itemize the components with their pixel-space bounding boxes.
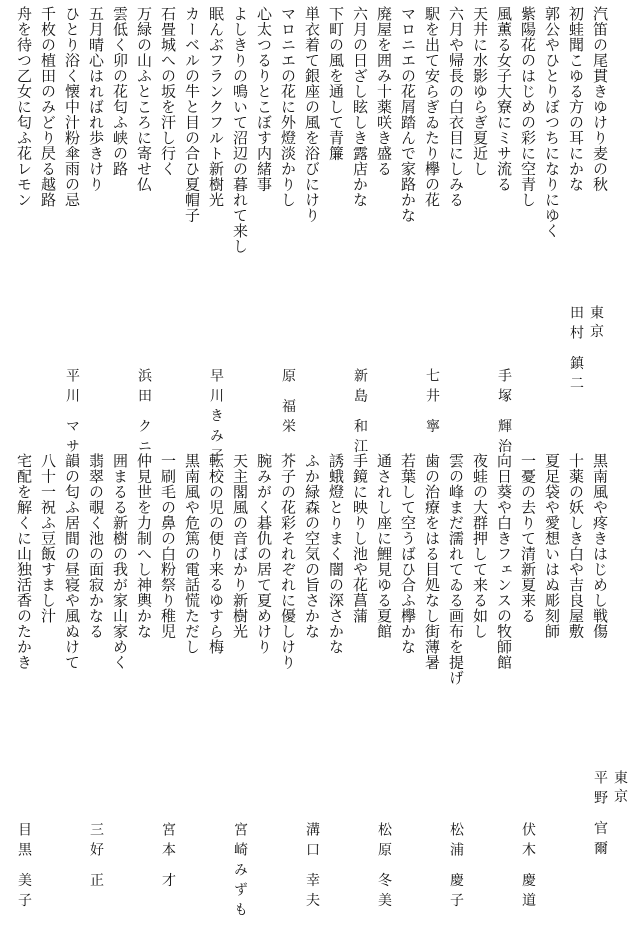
author-l2 [518, 822, 538, 912]
poem-l9-2: 囲まるる新樹の我が家山家めく [111, 453, 129, 670]
author-l4-name: 松原 冬美 [376, 822, 392, 913]
poem-l10-3: 宅配を解くに山独活香のたかき [15, 453, 33, 670]
author-l6 [230, 822, 250, 922]
author-u1-name: 田村 鎮二 [568, 305, 584, 396]
author-l3-name: 松浦 慶子 [448, 822, 464, 913]
poem-u2-1: 六月や帰長の白衣目にしみる [447, 6, 465, 208]
author-u3-name: 七井 寧 [424, 368, 440, 439]
poem-u8-3: 万緑の山ふところに寄せ仏 [135, 6, 153, 192]
author-l2-name: 伏木 慶道 [520, 822, 536, 913]
poem-l8-2: 黒南風や危篤の電話慌ただし [183, 453, 201, 655]
author-u9-name: 平川 マサ [64, 368, 80, 459]
poem-u1-6: 天井に水影ゆらぎ夏近し [471, 6, 489, 177]
poem-l6-1: ふか緑森の空気の旨さかな [303, 453, 321, 639]
author-u1 [566, 305, 606, 395]
poem-l4-2: 通されし座に鯉見ゆる夏館 [375, 453, 393, 639]
poem-u1-2: 初蛙聞こゆる方の耳にかな [567, 6, 585, 192]
poem-u7-3: 眠んぶフランクフルト新樹光 [207, 6, 225, 208]
poem-l9-3: 翡翠の覗く池の面寂かなる [87, 453, 105, 639]
author-l10-name: 目黒 美子 [16, 822, 32, 913]
author-u9 [62, 368, 82, 458]
author-u1-location: 東 京 [588, 305, 604, 338]
author-l3 [446, 822, 466, 912]
author-u7-name: 早川きみ子 [208, 368, 224, 468]
poem-l10-2: 八十一祝ふ豆飯すまし汁 [39, 453, 57, 624]
poem-l3-1: 雲の峰まだ濡れてゐる画布を提げ [447, 453, 465, 686]
poem-u6-2: 下町の風を通して青簾 [327, 6, 345, 161]
author-u2-name: 手塚 輝治 [496, 368, 512, 459]
author-l4 [374, 822, 394, 912]
poem-l2-2: 夜蛙の大群押して来る如し [471, 453, 489, 639]
poem-l1-1: 黒南風や疼きはじめし戦傷 [591, 453, 609, 639]
poem-u7-1: 心太つるりとこぼす内緒事 [255, 6, 273, 192]
poem-l5-1: 手鏡に映りし池や花菖蒲 [351, 453, 369, 624]
poem-u1-5: 風薫る女子大寮にミサ流る [495, 6, 513, 192]
author-l1-name: 平野 官爾 [592, 770, 608, 861]
author-u4 [350, 368, 370, 458]
author-l8 [158, 822, 178, 892]
poem-u9-5: 舟を待つ乙女に匂ふ花レモン [15, 6, 33, 208]
poem-l9-1: 仲見世を力制へし神輿かな [135, 453, 153, 639]
poem-u8-1: カーベルの牛と目の合ひ夏帽子 [183, 6, 201, 223]
author-l5-name: 溝口 幸夫 [304, 822, 320, 913]
poem-u5-1: 廃屋を囲み十薬咲き盛る [375, 6, 393, 177]
poem-l8-3: 一刷毛の鼻の白粉祭り稚児 [159, 453, 177, 639]
poem-u6-3: 単衣着て銀座の風を浴びにけり [303, 6, 321, 223]
poem-u9-1: 雲低く卯の花匂ふ峡の路 [111, 6, 129, 177]
poem-l7-2: 天主閣風の音ばかり新樹光 [231, 453, 249, 639]
poem-u9-3: ひとり浴く懐中汁粉傘雨の忌 [63, 6, 81, 208]
author-u8 [134, 368, 154, 458]
poem-l5-2: 誘蛾燈とりまく闇の深さかな [327, 453, 345, 655]
poem-u6-1: 六月の日ざし眩しき露店かな [351, 6, 369, 208]
poem-u6-4: マロニエの花に外燈淡かりし [279, 6, 297, 208]
poem-l8-1: 転校の児の便り来るゆすら梅 [207, 453, 225, 655]
poem-l10-1: 韻の匂ふ居間の昼寝や風ぬけて [63, 453, 81, 670]
poem-l1-3: 夏足袋や愛想いはぬ彫刻師 [543, 453, 561, 639]
author-u2 [494, 368, 514, 458]
poem-l7-1: 腕みがく碁仇の居て夏めけり [255, 453, 273, 655]
author-l1-location: 東 京 [612, 770, 628, 803]
poem-l3-2: 歯の治療をはる目処なし街薄暑 [423, 453, 441, 670]
author-l9 [86, 822, 106, 892]
poem-u8-2: 石畳城への坂を汗し行く [159, 6, 177, 177]
author-l5 [302, 822, 322, 912]
poem-l1-4: 一憂の去りて清新夏来る [519, 453, 537, 624]
poem-l1-2: 十薬の妖しき白や吉良屋敷 [567, 453, 585, 639]
poem-u1-3: 郭公やひとりぼつちになりにゆく [543, 6, 561, 239]
poem-u9-4: 千枚の植田のみどり昃る越路 [39, 6, 57, 208]
poem-u3-1: 駅を出て安らぎゐたり欅の花 [423, 6, 441, 208]
poem-l6-2: 芥子の花彩それぞれに優しけり [279, 453, 297, 670]
poem-u7-2: よしきりの鳴いて沼辺の暮れて来し [231, 6, 249, 254]
poem-l2-1: 向日葵や白きフェンスの牧師館 [495, 453, 513, 670]
author-u6 [278, 368, 298, 438]
author-u3 [422, 368, 442, 438]
author-u4-name: 新島 和江 [352, 368, 368, 459]
author-l8-name: 宮本 才 [160, 822, 176, 893]
poem-u4-1: マロニエの花屑踏んで家路かな [399, 6, 417, 223]
author-u6-name: 原 福栄 [280, 368, 296, 439]
author-l10 [14, 822, 34, 912]
poem-l4-1: 若葉して空うばひ合ふ欅かな [399, 453, 417, 655]
author-l6-name: 宮崎みずも [232, 822, 248, 922]
author-l1 [590, 770, 630, 860]
poem-u1-4: 紫陽花のはじめの彩に空青し [519, 6, 537, 208]
author-u8-name: 浜田 クニ [136, 368, 152, 459]
poem-u9-2: 五月晴心はればれ歩きけり [87, 6, 105, 192]
author-l9-name: 三好 正 [88, 822, 104, 893]
poem-u1-1: 汽笛の尾貫きゆけり麦の秋 [591, 6, 609, 192]
